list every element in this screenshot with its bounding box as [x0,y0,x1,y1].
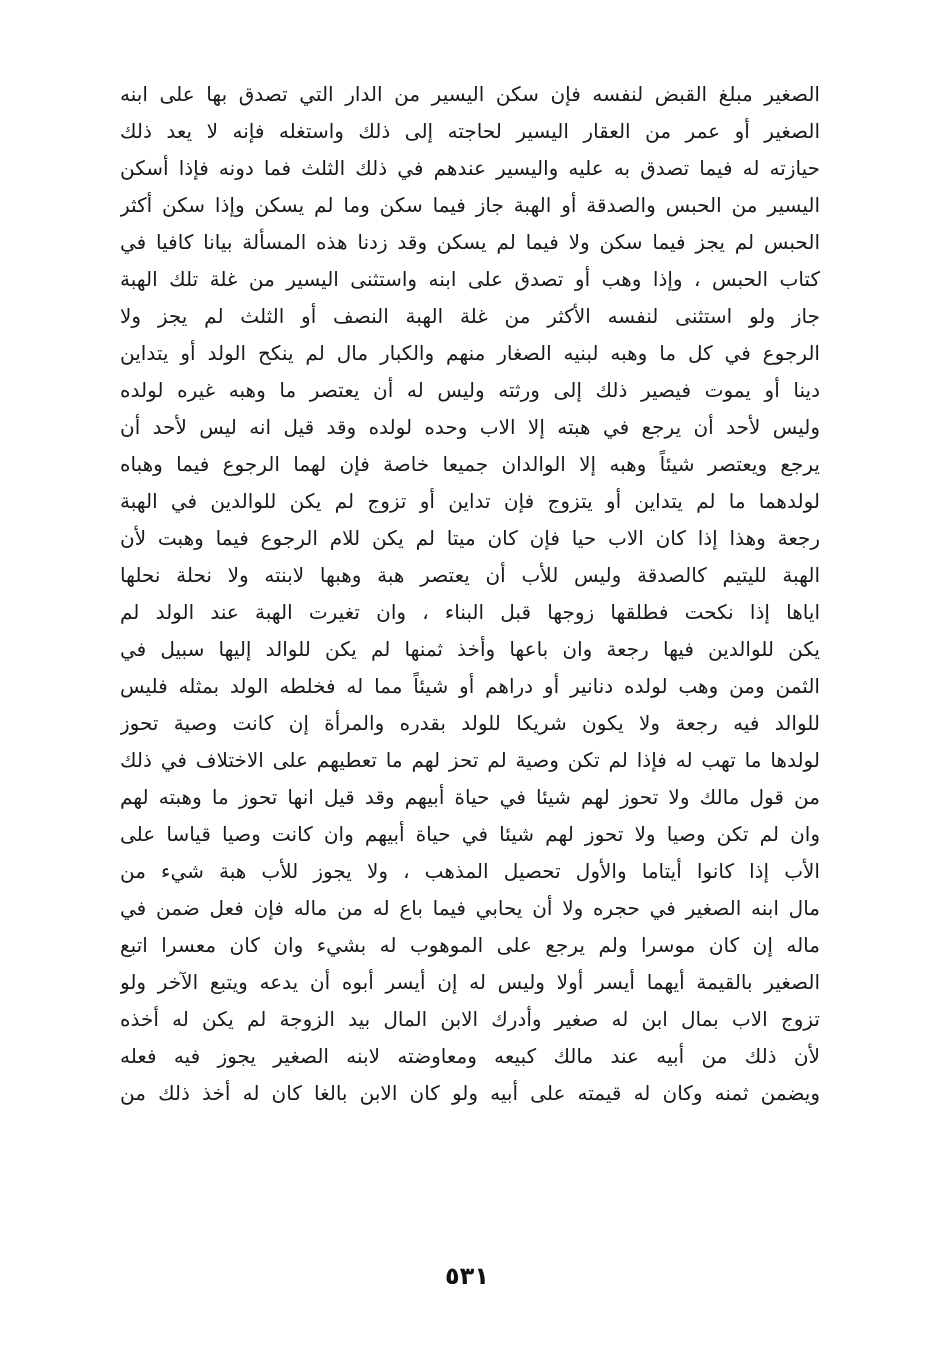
text-line: الرجوع في كل ما وهبه لبنيه الصغار منهم والكبار مال لم ينكح الولد أو يتداين [120,341,820,365]
text-line: الهبة لليتيم كالصدقة وليس للأب أن يعتصر هبة وهبها لابنته ولا نحلة نحلها [120,563,820,587]
text-line: لولدها ما تهب له فإذا لم تكن وصية لم تحز لهم ما تعطيهم على الاختلاف في ذلك [120,748,820,772]
text-line: ماله إن كان موسرا ولم يرجع على الموهوب له بشيء وان كان معسرا اتبع [120,933,820,957]
text-line: كتاب الحبس ، وإذا وهب أو تصدق على ابنه واستثنى اليسير من غلة تلك الهبة [120,267,820,291]
text-line: الصغير بالقيمة أيهما أيسر أولا وليس له إن أيسر أبوه أن يدعه ويتبع الآخر ولو [120,970,820,994]
text-line: الثمن ومن وهب لولده دنانير أو دراهم أو شيئاً مما له فخلطه الولد بمثله فليس [120,674,820,698]
text-line: جاز ولو استثنى لنفسه الأكثر من غلة الهبة النصف أو الثلث لم يجز ولا [120,304,820,328]
text-line: تزوج الاب بمال ابن له صغير وأدرك الابن المال بيد الزوجة لم يكن له أخذه [120,1007,820,1031]
text-line: وليس لأحد أن يرجع في هبته إلا الاب وحده لولده وقد قيل انه ليس لأحد أن [120,415,820,439]
text-line: يكن للوالدين فيها رجعة وان باعها وأخذ ثمنها لم يكن للوالد إليها سبيل في [120,637,820,661]
page-number: ٥٣١ [445,1262,489,1290]
text-line: اليسير من الحبس والصدقة أو الهبة جاز فيما سكن وما لم يسكن وإذا سكن أكثر [120,193,820,217]
text-line: مال ابنه الصغير في حجره ولا أن يحابي فيما باع له من ماله فإن فعل ضمن في [120,896,820,920]
text-line: وان لم تكن وصيا ولا تحوز لهم شيئا في حياة أبيهم وان كانت وصيا قياسا على [120,822,820,846]
text-line: دينا أو يموت فيصير ذلك إلى ورثته وليس له أن يعتصر ما وهبه غيره لولده [120,378,820,402]
text-line: من قول مالك ولا تحوز لهم شيئا في حياة أبيهم وقد قيل انها تحوز ما وهبته لهم [120,785,820,809]
text-line: الصغير مبلغ القبض لنفسه فإن سكن اليسير من الدار التي تصدق بها على ابنه [120,82,820,106]
text-line: ويضمن ثمنه وكان له قيمته على أبيه ولو كان الابن بالغا كان له أخذ ذلك من [120,1081,820,1105]
text-line: لأن ذلك من أبيه عند مالك كبيعه ومعاوضته لابنه الصغير يجوز فيه فعله [120,1044,820,1068]
text-line: الحبس لم يجز فيما سكن ولا فيما لم يسكن وقد زدنا هذه المسألة بيانا كافيا في [120,230,820,254]
text-line: الأب إذا كانوا أيتاما والأول تحصيل المذهب ، ولا يجوز للأب هبة شيء من [120,859,820,883]
text-line: اياها إذا نكحت فطلقها زوجها قبل البناء ، وان تغيرت الهبة عند الولد لم [120,600,820,624]
text-line: يرجع ويعتصر شيئاً وهبه إلا الوالدان جميعا خاصة فإن لهما الرجوع فيما وهباه [120,452,820,476]
text-line: رجعة وهذا إذا كان الاب حيا فإن كان ميتا لم يكن للام الرجوع فيما وهبت لأن [120,526,820,550]
text-line: الصغير أو عمر من العقار اليسير لحاجته إلى ذلك واستغله فإنه لا يعد ذلك [120,119,820,143]
body-text [120,76,820,1112]
text-line: حيازته له فيما تصدق به عليه واليسير عندهم في ذلك الثلث فما دونه فإذا أسكن [120,156,820,180]
text-line: للوالد فيه رجعة ولا يكون شريكا للولد بقدره والمرأة إن كانت وصية تحوز [120,711,820,735]
text-line: لولدهما ما لم يتداين أو يتزوج فإن تداين أو تزوج لم يكن للوالدين في الهبة [120,489,820,513]
